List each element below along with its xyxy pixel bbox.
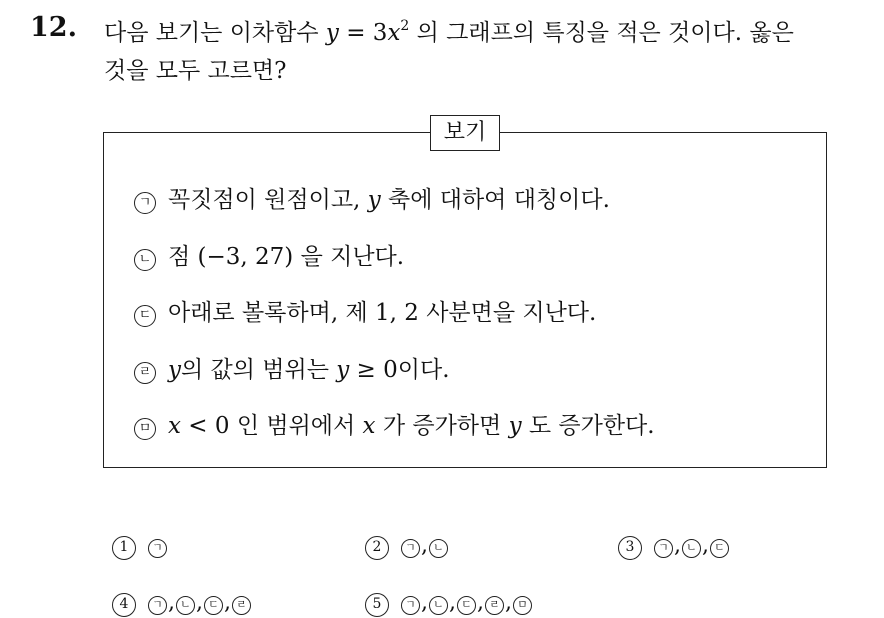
- question-text-before-math: 다음 보기는 이차함수: [104, 20, 326, 46]
- answer-choice-2[interactable]: 2 ㄱ , ㄴ: [365, 531, 448, 561]
- answer-choice-5[interactable]: 5 ㄱ , ㄴ , ㄷ , ㄹ , ㅁ: [365, 588, 532, 618]
- statement-2-text: 점 (−3, 27) 을 지난다.: [168, 244, 405, 270]
- statement-4-math-y-1: y: [168, 357, 181, 383]
- answer-choice-1[interactable]: [112, 531, 167, 561]
- question-line-2: 것을 모두 고르면?: [104, 58, 287, 84]
- statement-4-math-y-2: y: [336, 357, 350, 383]
- question-number: 12.: [30, 12, 77, 43]
- question-text: [104, 14, 874, 90]
- statement-marker-2: ㄴ: [134, 249, 156, 271]
- statement-box-title: 보기: [430, 115, 500, 151]
- choice-1-marker-1: ㄱ: [148, 539, 167, 558]
- statement-4-text-b: 이다.: [397, 357, 450, 383]
- answer-choice-3[interactable]: 3 ㄱ , ㄴ , ㄷ: [618, 531, 729, 561]
- choice-number-1: 1: [112, 536, 136, 560]
- choice-4-marker-2: ㄴ: [176, 596, 195, 615]
- statement-marker-4: ㄹ: [134, 362, 156, 384]
- question-line-1: [104, 14, 874, 52]
- statement-4-text-a: 의 값의 범위는: [181, 357, 337, 383]
- choice-3-marker-3: ㄷ: [710, 539, 729, 558]
- math-variable-y: y: [325, 20, 339, 46]
- choice-2-marker-2: ㄴ: [429, 539, 448, 558]
- statement-item-1: [134, 185, 610, 215]
- statement-5-text-c: 도 증가한다.: [521, 413, 655, 439]
- statement-3-text: 아래로 볼록하며, 제 1, 2 사분면을 지난다.: [168, 300, 597, 326]
- choice-5-marker-2: ㄴ: [429, 596, 448, 615]
- statement-5-math-y: y: [508, 413, 522, 439]
- choice-number-4: 4: [112, 593, 136, 617]
- statement-5-math-x-1: x: [168, 413, 181, 439]
- choice-4-marker-4: ㄹ: [232, 596, 251, 615]
- statement-item-3: [134, 298, 596, 328]
- choice-number-2: 2: [365, 536, 389, 560]
- question-text-after-math: 의 그래프의 특징을 적은 것이다. 옳은: [409, 20, 794, 46]
- math-equals-three: = 3: [338, 20, 388, 46]
- choice-5-marker-5: ㅁ: [513, 596, 532, 615]
- math-variable-x: x: [387, 20, 401, 46]
- choice-4-marker-1: ㄱ: [148, 596, 167, 615]
- math-exponent: 2: [400, 18, 410, 34]
- choice-2-marker-1: ㄱ: [401, 539, 420, 558]
- statement-marker-3: ㄷ: [134, 305, 156, 327]
- choice-5-marker-4: ㄹ: [485, 596, 504, 615]
- statement-item-4: [134, 355, 450, 385]
- statement-4-inequality: ≥ 0: [349, 357, 398, 383]
- statement-1-text-b: 축에 대하여 대칭이다.: [380, 187, 610, 213]
- statement-5-text-a: < 0 인 범위에서: [180, 413, 363, 439]
- statement-5-math-x-2: x: [362, 413, 376, 439]
- statement-item-2: [134, 242, 404, 272]
- statement-5-text-b: 가 증가하면: [375, 413, 509, 439]
- choice-5-marker-3: ㄷ: [457, 596, 476, 615]
- statement-item-5: [134, 411, 655, 441]
- statement-1-math-y: y: [367, 187, 381, 213]
- choice-3-marker-2: ㄴ: [682, 539, 701, 558]
- choice-4-marker-3: ㄷ: [204, 596, 223, 615]
- statement-marker-5: ㅁ: [134, 418, 156, 440]
- answer-choice-4[interactable]: 4 ㄱ , ㄴ , ㄷ , ㄹ: [112, 588, 251, 618]
- statement-1-text-a: 꼭짓점이 원점이고,: [168, 187, 368, 213]
- choice-number-3: 3: [618, 536, 642, 560]
- choice-number-5: 5: [365, 593, 389, 617]
- statement-marker-1: ㄱ: [134, 192, 156, 214]
- choice-5-marker-1: ㄱ: [401, 596, 420, 615]
- choice-3-marker-1: ㄱ: [654, 539, 673, 558]
